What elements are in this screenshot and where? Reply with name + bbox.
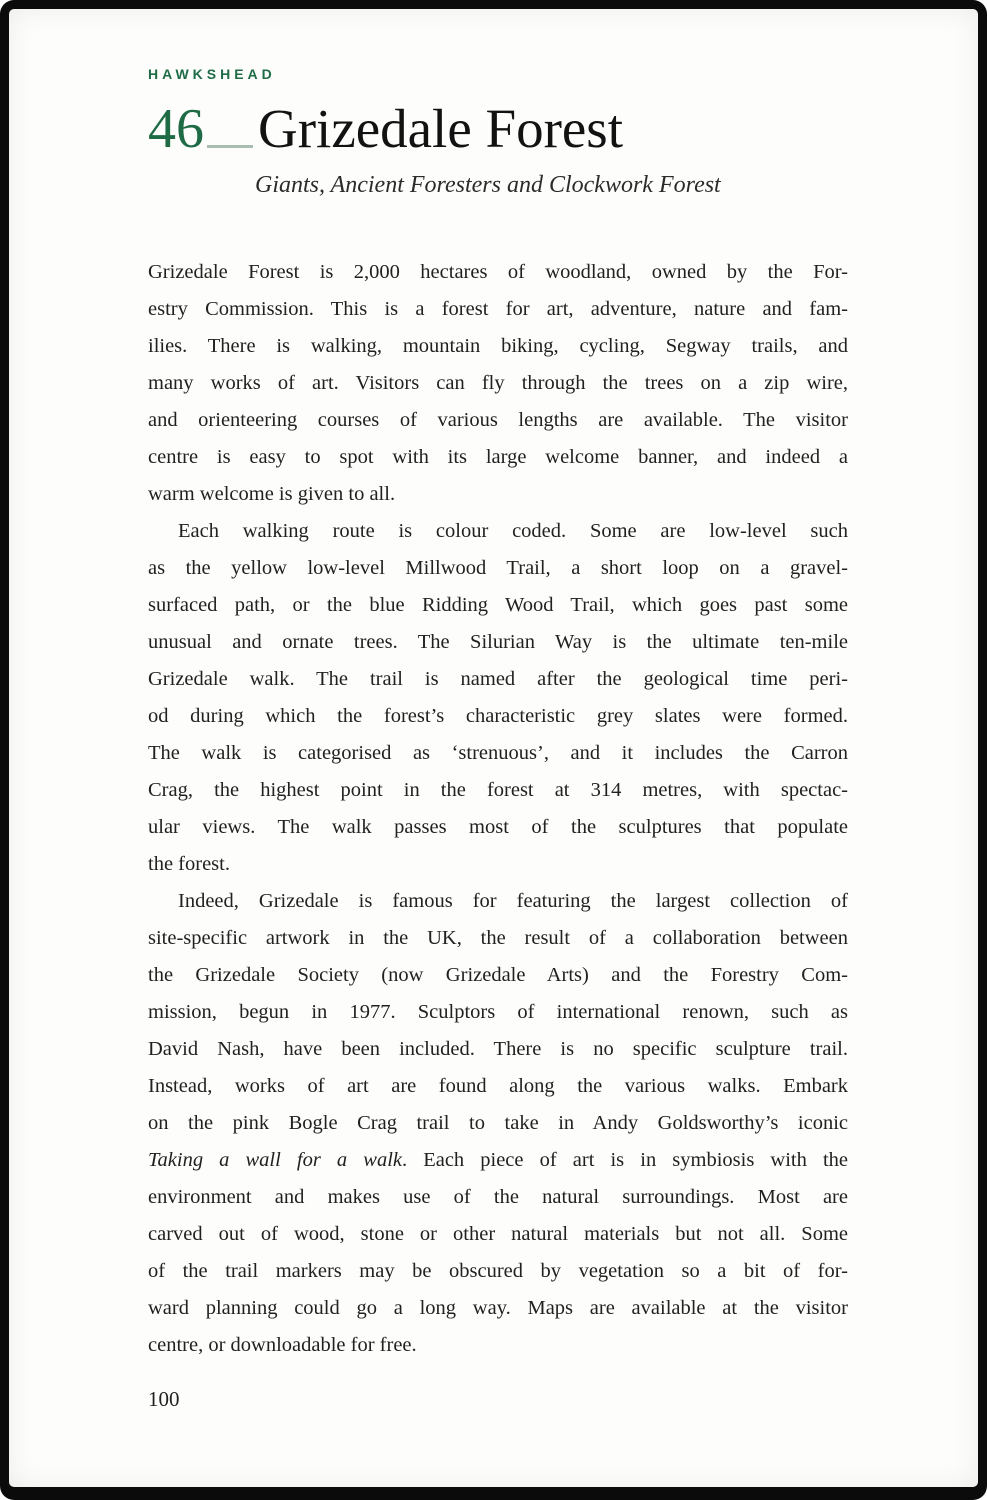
text-line: the Grizedale Society (now Grizedale Arts) and the Forestry Com- <box>148 964 848 986</box>
chapter-title-row <box>148 98 623 160</box>
text-line: od during which the forest’s characteristic grey slates were formed. <box>148 705 848 727</box>
page-title: Grizedale Forest <box>258 98 623 159</box>
text-line: as the yellow low-level Millwood Trail, a short loop on a gravel- <box>148 557 848 579</box>
text-line: Instead, works of art are found along the various walks. Embark <box>148 1075 848 1097</box>
text-line: centre, or downloadable for free. <box>148 1334 417 1356</box>
text-line: Crag, the highest point in the forest at 314 metres, with spectac- <box>148 779 848 801</box>
page-subtitle: Giants, Ancient Foresters and Clockwork Forest <box>255 172 721 198</box>
text-line: surfaced path, or the blue Ridding Wood Trail, which goes past some <box>148 594 848 616</box>
text-line: David Nash, have been included. There is no specific sculpture trail. <box>148 1038 848 1060</box>
section-kicker: HAWKSHEAD <box>148 66 276 82</box>
paragraph <box>148 254 848 513</box>
text-line: the forest. <box>148 853 230 875</box>
page-number: 100 <box>148 1387 180 1411</box>
text-line: Each walking route is colour coded. Some are low-level such <box>178 520 848 542</box>
text-line: of the trail markers may be obscured by vegetation so a bit of for- <box>148 1260 848 1282</box>
text-line: ward planning could go a long way. Maps are available at the visitor <box>148 1297 848 1319</box>
book-page <box>9 9 978 1487</box>
paragraph <box>148 513 848 883</box>
text-line: ular views. The walk passes most of the sculptures that populate <box>148 816 848 838</box>
text-line: Taking a wall for a walk. Each piece of art is in symbiosis with the <box>148 1149 848 1171</box>
text-line: on the pink Bogle Crag trail to take in Andy Goldsworthy’s iconic <box>148 1112 848 1134</box>
text-line: Grizedale Forest is 2,000 hectares of woodland, owned by the For- <box>148 261 848 283</box>
text-line: ilies. There is walking, mountain biking, cycling, Segway trails, and <box>148 335 848 357</box>
text-line: estry Commission. This is a forest for art, adventure, nature and fam- <box>148 298 848 320</box>
text-line: centre is easy to spot with its large welcome banner, and indeed a <box>148 446 848 468</box>
text-line: Indeed, Grizedale is famous for featuring the largest collection of <box>178 890 848 912</box>
text-line: warm welcome is given to all. <box>148 483 396 505</box>
text-line: site-specific artwork in the UK, the result of a collaboration between <box>148 927 848 949</box>
text-line: and orienteering courses of various lengths are available. The visitor <box>148 409 848 431</box>
text-line: The walk is categorised as ‘strenuous’, and it includes the Carron <box>148 742 848 764</box>
text-line: environment and makes use of the natural surroundings. Most are <box>148 1186 848 1208</box>
body-text <box>148 254 848 1364</box>
chapter-rule-line <box>207 145 253 148</box>
chapter-number: 46 <box>148 98 204 160</box>
text-line: unusual and ornate trees. The Silurian Way is the ultimate ten-mile <box>148 631 848 653</box>
text-line: Grizedale walk. The trail is named after the geological time peri- <box>148 668 848 690</box>
paragraph <box>148 883 848 1364</box>
text-line: carved out of wood, stone or other natural materials but not all. Some <box>148 1223 848 1245</box>
text-line: many works of art. Visitors can fly through the trees on a zip wire, <box>148 372 848 394</box>
text-line: mission, begun in 1977. Sculptors of international renown, such as <box>148 1001 848 1023</box>
